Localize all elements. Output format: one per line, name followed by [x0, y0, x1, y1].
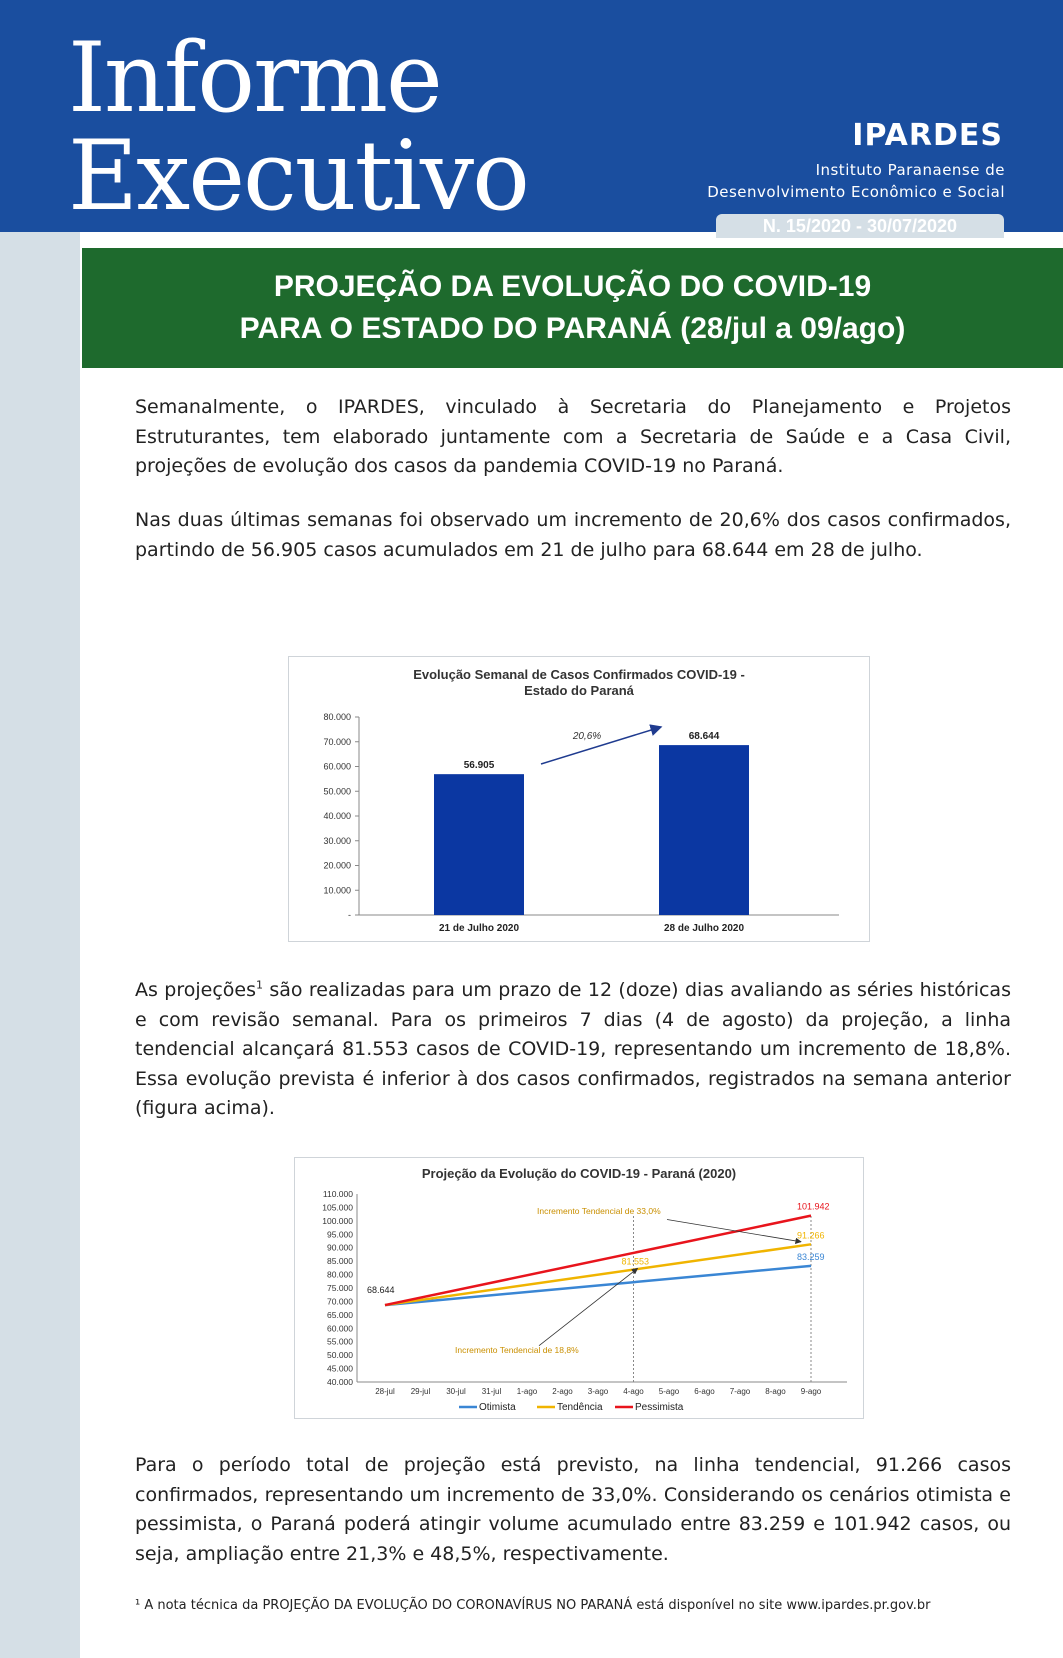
- line-y-tick-label: 70.000: [327, 1296, 353, 1307]
- paragraph-2: Nas duas últimas semanas foi observado um incremento de 20,6% dos casos confirmados, partindo de 56.905 casos acumulados em 21 de julho para 68.644 em 28 de julho.: [135, 509, 1011, 561]
- line-y-tick-label: 40.000: [327, 1377, 353, 1387]
- bar-chart: [289, 657, 869, 941]
- line-y-tick-label: 110.000: [322, 1189, 353, 1199]
- ipardes-logo: IPARDES: [852, 118, 1003, 153]
- end-value-label: 101.942: [797, 1201, 830, 1212]
- paragraph-1: Semanalmente, o IPARDES, vinculado à Secretaria do Planejamento e Projetos Estruturantes, tem elaborado juntamente com a Secretaria de Saúde e a Casa Civil, projeções de evolução dos casos da pandemia COVID-19 no Paraná.: [135, 396, 1011, 477]
- line-x-tick-label: 5-ago: [658, 1387, 680, 1396]
- line-x-tick-label: 6-ago: [694, 1387, 715, 1396]
- bar-value-label: 68.644: [688, 731, 720, 743]
- line-x-tick-label: 3-ago: [587, 1387, 609, 1396]
- bar-y-tick-label: -: [348, 910, 351, 920]
- bar-value-label: 56.905: [463, 760, 495, 772]
- bar: [659, 745, 749, 915]
- line-y-tick-label: 65.000: [327, 1309, 353, 1320]
- line-chart: [295, 1158, 863, 1418]
- end-value-label: 83.259: [797, 1251, 825, 1262]
- line-y-tick-label: 85.000: [327, 1256, 353, 1267]
- line-y-tick-label: 95.000: [327, 1229, 353, 1240]
- start-value-label: 68.644: [367, 1285, 395, 1296]
- bar-y-tick-label: 50.000: [323, 786, 351, 797]
- footnote: ¹ A nota técnica da PROJEÇÃO DA EVOLUÇÃO DO CORONAVÍRUS NO PARANÁ está disponível no site www.ipardes.pr.gov.br: [135, 1598, 931, 1613]
- line-y-tick-label: 60.000: [327, 1323, 353, 1334]
- footnote-marker: 1: [255, 978, 263, 992]
- bar-chart-title-line1: Evolução Semanal de Casos Confirmados COVID-19 -: [413, 667, 745, 682]
- line-x-tick-label: 28-jul: [375, 1387, 395, 1396]
- increase-annotation: 20,6%: [572, 731, 602, 742]
- org-name-line2: Desenvolvimento Econômico e Social: [707, 183, 1005, 201]
- bar-y-tick-label: 20.000: [323, 860, 351, 871]
- line-y-tick-label: 100.000: [322, 1215, 353, 1226]
- bar-y-tick-label: 30.000: [323, 835, 351, 846]
- mid-value-label: 81.553: [621, 1256, 650, 1267]
- bar-chart-frame: [288, 656, 870, 942]
- series-line-2: [385, 1216, 811, 1305]
- publication-title-line2: Executivo: [68, 120, 528, 232]
- end-value-label: 91.266: [797, 1230, 825, 1241]
- line-x-tick-label: 29-jul: [410, 1387, 431, 1396]
- line-y-tick-label: 75.000: [327, 1283, 353, 1293]
- line-x-tick-label: 8-ago: [765, 1387, 786, 1396]
- org-name-line1: Instituto Paranaense de: [815, 161, 1005, 179]
- bar-y-tick-label: 70.000: [323, 736, 351, 747]
- line-y-tick-label: 80.000: [327, 1269, 353, 1280]
- paragraph-4: Para o período total de projeção está previsto, na linha tendencial, 91.266 casos confirmados, representando um incremento de 33,0%. Considerando os cenários otimista e pessimista, o Paraná poderá atingir volume acumulado entre 83.259 e 101.942 casos, ou seja, ampliação entre 21,3% e 48,5%, respectivamente.: [135, 1454, 1011, 1565]
- legend-label: Otimista: [479, 1402, 516, 1413]
- headline-band: [82, 248, 1063, 368]
- line-x-tick-label: 2-ago: [552, 1387, 573, 1396]
- line-chart-title: Projeção da Evolução do COVID-19 - Paraná (2020): [421, 1166, 737, 1181]
- line-y-tick-label: 105.000: [322, 1202, 353, 1213]
- headline-line2: PARA O ESTADO DO PARANÁ (28/jul a 09/ago): [239, 312, 906, 345]
- issue-number: N. 15/2020 - 30/07/2020: [716, 214, 1004, 238]
- annotation-33: Incremento Tendencial de 33,0%: [537, 1206, 661, 1217]
- annotation-188: Incremento Tendencial de 18,8%: [455, 1344, 579, 1355]
- line-x-tick-label: 7-ago: [729, 1387, 751, 1396]
- series-line-1: [385, 1244, 811, 1305]
- bar-y-tick-label: 80.000: [323, 712, 351, 722]
- paragraph-3: [135, 976, 1011, 1124]
- bar-y-tick-label: 10.000: [323, 885, 351, 896]
- headline-line1: PROJEÇÃO DA EVOLUÇÃO DO COVID-19: [273, 270, 872, 303]
- paragraph-3-rest: são realizadas para um prazo de 12 (doze) dias avaliando as séries históricas e com revisão semanal. Para os primeiros 7 dias (4 de agosto) da projeção, a linha tendencial alcançará 81.553 casos de COVID-19, representando um incremento de 18,8%. Essa evolução prevista é inferior à dos casos confirmados, registrados na semana anterior (figura acima).: [135, 979, 1011, 1119]
- line-x-tick-label: 9-ago: [800, 1387, 822, 1396]
- publication-title-line1: Informe: [68, 22, 441, 134]
- line-x-tick-label: 1-ago: [516, 1387, 538, 1396]
- bar-category-label: 28 de Julho 2020: [663, 923, 745, 934]
- line-y-tick-label: 90.000: [327, 1242, 353, 1253]
- side-stripe: [0, 232, 80, 1658]
- legend-label: Tendência: [557, 1402, 603, 1413]
- bar-y-tick-label: 40.000: [323, 811, 351, 821]
- line-y-tick-label: 55.000: [327, 1336, 353, 1347]
- bar-y-tick-label: 60.000: [323, 761, 351, 772]
- line-chart-frame: [294, 1157, 864, 1419]
- paragraph-3-start: As projeções: [135, 979, 256, 1001]
- bar: [434, 774, 524, 915]
- line-y-tick-label: 50.000: [327, 1350, 353, 1361]
- bar-category-label: 21 de Julho 2020: [438, 923, 520, 934]
- legend-label: Pessimista: [635, 1402, 684, 1413]
- line-x-tick-label: 30-jul: [446, 1387, 466, 1396]
- line-x-tick-label: 31-jul: [481, 1387, 502, 1396]
- bar-chart-title-line2: Estado do Paraná: [524, 683, 634, 698]
- line-y-tick-label: 45.000: [327, 1363, 353, 1374]
- line-x-tick-label: 4-ago: [623, 1387, 644, 1396]
